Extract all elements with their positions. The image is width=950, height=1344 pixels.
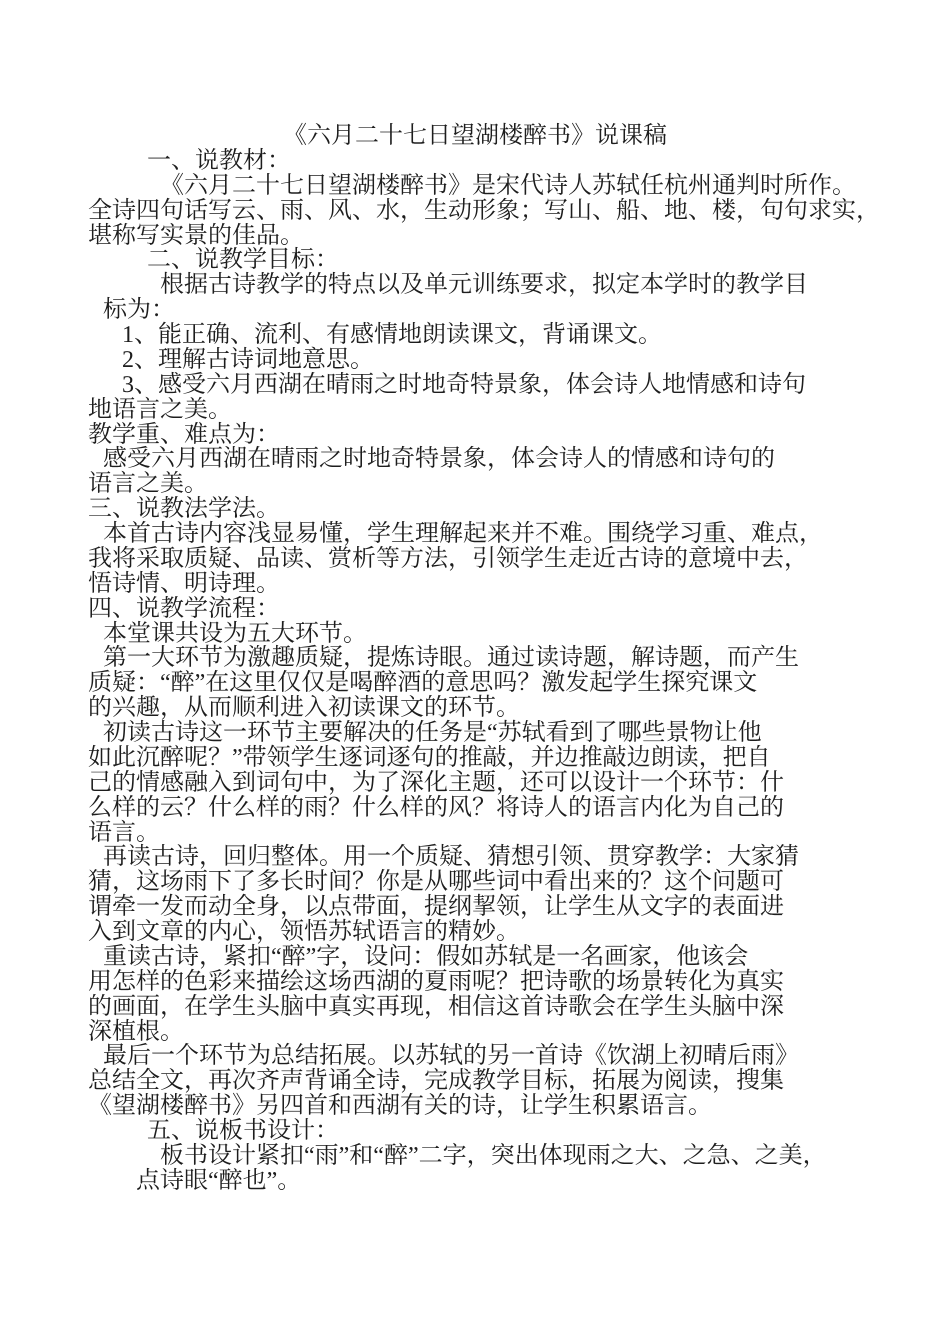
document-line: 教学重、难点为：	[88, 421, 280, 448]
document-line: 最后一个环节为总结拓展。以苏轼的另一首诗《饮湖上初晴后雨》	[103, 1043, 799, 1070]
document-line: 一、说教材：	[147, 147, 291, 174]
document-line: 本堂课共设为五大环节。	[103, 620, 367, 647]
document-line: 语言之美。	[88, 471, 208, 498]
document-line: 四、说教学流程：	[88, 595, 280, 622]
document-line: 深植根。	[88, 1018, 184, 1045]
document-line: 三、说教法学法。	[88, 496, 280, 523]
document-line: 《六月二十七日望湖楼醉书》是宋代诗人苏轼任杭州通判时所作。	[160, 172, 856, 199]
document-line: 的兴趣，从而顺利进入初读课文的环节。	[88, 695, 520, 722]
document-line: 全诗四句话写云、雨、风、水，生动形象；写山、船、地、楼，句句求实，	[88, 197, 880, 224]
document-line: 谓牵一发而动全身，以点带面，提纲挈领，让学生从文字的表面进	[88, 894, 784, 921]
document-line: 本首古诗内容浅显易懂，学生理解起来并不难。围绕学习重、难点，	[103, 521, 823, 547]
document-line: 板书设计紧扣“雨”和“醉”二字，突出体现雨之大、之急、之美，	[160, 1142, 827, 1169]
document-line: 语言。	[88, 819, 160, 846]
document-line: 2、理解古诗词地意思。	[122, 346, 374, 373]
document-line: 二、说教学目标：	[147, 247, 339, 274]
document-line: 《望湖楼醉书》另四首和西湖有关的诗，让学生积累语言。	[88, 1093, 712, 1120]
document-line: 点诗眼“醉也”。	[136, 1167, 302, 1194]
document-line: 猜，这场雨下了多长时间？你是从哪些词中看出来的？这个问题可	[88, 869, 784, 896]
document-line: 初读古诗这一环节主要解决的任务是“苏轼看到了哪些景物让他	[103, 720, 762, 746]
document-body	[88, 123, 880, 1194]
document-line: 用怎样的色彩来描绘这场西湖的夏雨呢？把诗歌的场景转化为真实	[88, 968, 784, 995]
document-line: 入到文章的内心，领悟苏轼语言的精妙。	[88, 919, 520, 945]
document-line: 标为：	[103, 297, 175, 324]
document-line: 再读古诗，回归整体。用一个质疑、猜想引领、贯穿教学：大家猜	[103, 844, 799, 871]
document-line: 悟诗情、明诗理。	[88, 570, 280, 597]
document-line: 堪称写实景的佳品。	[88, 222, 304, 249]
document-line: 己的情感融入到词句中，为了深化主题，还可以设计一个环节：什	[88, 769, 784, 796]
document-line: 如此沉醉呢？”带领学生逐词逐句的推敲，并边推敲边朗读，把自	[88, 744, 771, 771]
document-line: 重读古诗，紧扣“醉”字，设问：假如苏轼是一名画家，他该会	[103, 943, 749, 970]
document-line: 么样的云？什么样的雨？什么样的风？将诗人的语言内化为自己的	[88, 794, 784, 821]
document-line: 第一大环节为激趣质疑，提炼诗眼。通过读诗题，解诗题，而产生	[103, 645, 799, 672]
document-line: 3、感受六月西湖在晴雨之时地奇特景象，体会诗人地情感和诗句	[122, 371, 806, 398]
document-line: 五、说板书设计：	[147, 1118, 339, 1144]
document-line: 根据古诗教学的特点以及单元训练要求，拟定本学时的教学目	[160, 272, 808, 299]
document-line: 质疑：“醉”在这里仅仅是喝醉酒的意思吗？激发起学生探究课文	[88, 670, 758, 697]
document-line: 感受六月西湖在晴雨之时地奇特景象，体会诗人的情感和诗句的	[103, 446, 775, 473]
document-title: 《六月二十七日望湖楼醉书》说课稿	[283, 123, 667, 149]
document-line: 总结全文，再次齐声背诵全诗，完成教学目标，拓展为阅读，搜集	[88, 1068, 784, 1095]
document-line: 我将采取质疑、品读、赏析等方法，引领学生走近古诗的意境中去，	[88, 545, 808, 572]
document-line: 地语言之美。	[88, 396, 232, 423]
document-line: 1、能正确、流利、有感情地朗读课文，背诵课文。	[122, 322, 662, 348]
document-line: 的画面，在学生头脑中真实再现，相信这首诗歌会在学生头脑中深	[88, 993, 784, 1020]
